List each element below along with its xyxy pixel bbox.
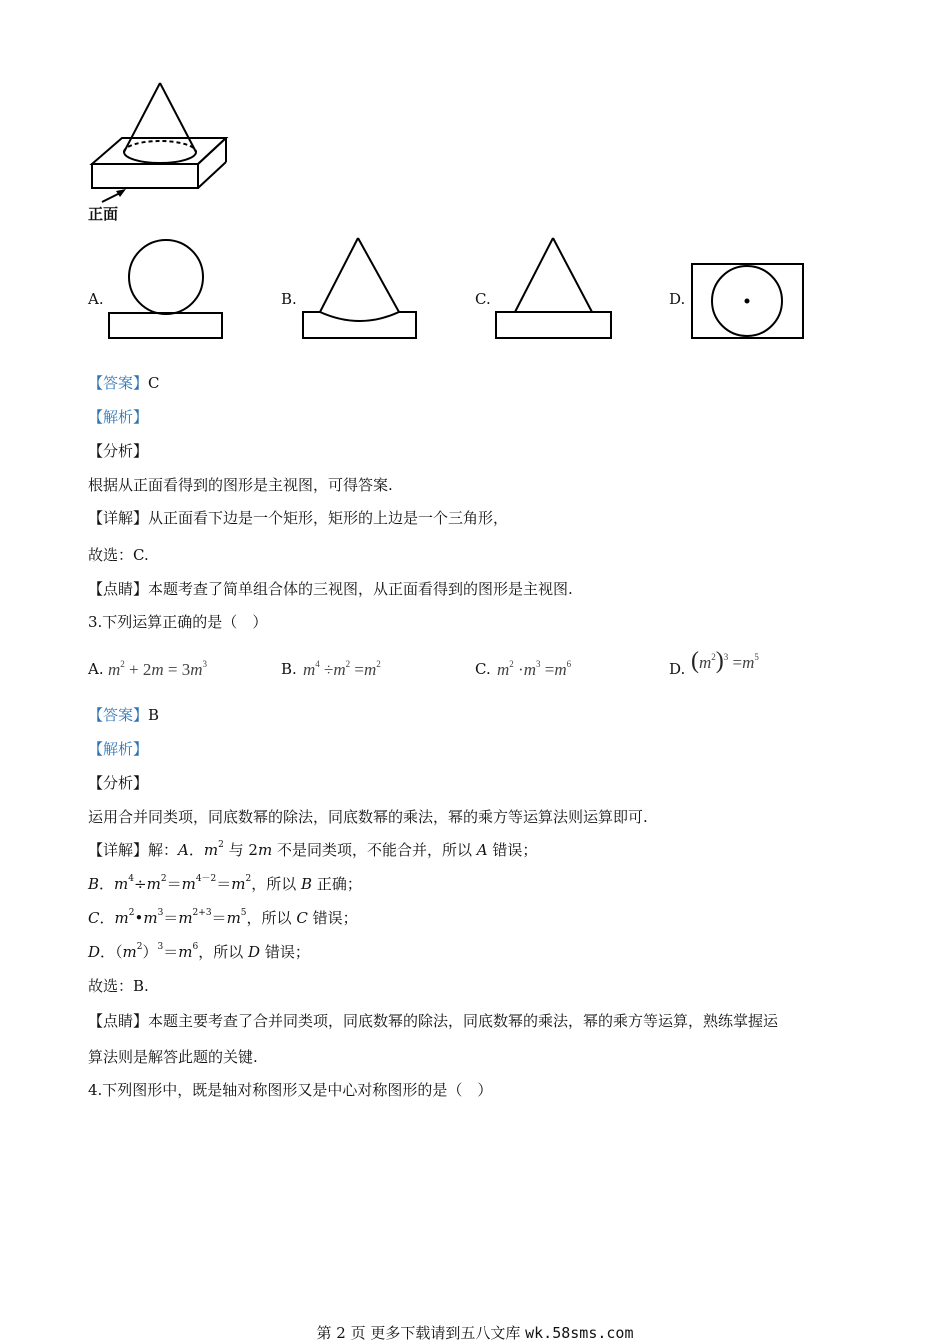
- q3-detail-b: B．$m^4\div m^2=m^{4-2}=m^2$，所以 B 正确；: [88, 874, 362, 893]
- dianjing-tag: 【点睛】: [88, 1012, 149, 1030]
- q2-analysis-tag: 【解析】: [88, 408, 149, 426]
- option-c-label: C.: [475, 290, 491, 308]
- q3-answer: [88, 705, 159, 725]
- cone-on-slab-figure: [88, 80, 248, 200]
- q2-dianjing: [88, 579, 573, 599]
- option-d-label: D.: [669, 290, 686, 308]
- q3-fenxi-tag: 【分析】: [88, 774, 149, 792]
- circle-on-rectangle-icon: [108, 238, 224, 340]
- dianjing-tag: 【点睛】: [88, 580, 149, 598]
- q3-option-b-label: B.: [281, 660, 297, 678]
- answer-tag: 【答案】: [88, 706, 149, 724]
- q3-option-b-formula: $m^4 \div m^2 =m^2$: [303, 659, 381, 679]
- q3-question: 3.下列运算正确的是（ ）: [88, 613, 268, 631]
- detail-tag: 【详解】: [88, 509, 149, 527]
- q3-choice: 故选：B.: [88, 977, 149, 995]
- q2-choice: 故选：C.: [88, 546, 149, 564]
- answer-value: C: [148, 374, 160, 392]
- q3-option-d-formula: $(m^2)^3 =m^5$: [691, 648, 759, 674]
- footer-text: 第 2 页 更多下载请到五八文库: [316, 1324, 526, 1342]
- q3-detail-a: 【详解】解：A．$m^2$ 与 2m 不是同类项，不能合并，所以 A 错误；: [88, 840, 538, 859]
- q3-dianjing: [88, 1011, 778, 1031]
- circle-in-rectangle-icon: [690, 262, 806, 340]
- triangle-on-rectangle-icon: [495, 236, 613, 340]
- dianjing-text: 本题主要考查了合并同类项，同底数幂的除法，同底数幂的乘法，幂的乘方等运算，熟练掌握运: [148, 1012, 779, 1030]
- sector-on-curved-block-icon: [302, 236, 418, 340]
- q3-analysis-tag: 【解析】: [88, 740, 149, 758]
- detail-text: 从正面看下边是一个矩形，矩形的上边是一个三角形，: [148, 509, 509, 527]
- front-view-label: 正面: [88, 205, 119, 223]
- q3-option-d-label: D.: [669, 660, 686, 678]
- q3-option-c-formula: $m^2 \cdot m^3 =m^6$: [497, 659, 572, 679]
- q3-option-a-label: A.: [88, 660, 104, 678]
- q4-question: 4.下列图形中，既是轴对称图形又是中心对称图形的是（ ）: [88, 1081, 493, 1099]
- q3-option-a-formula: $m^2 + 2m = 3m^3$: [108, 659, 208, 679]
- answer-value: B: [148, 706, 160, 724]
- answer-tag: 【答案】: [88, 374, 149, 392]
- q2-answer: [88, 373, 160, 393]
- q2-detail: [88, 508, 508, 528]
- page-footer: [0, 1322, 950, 1343]
- footer-site-link[interactable]: wk.58sms.com: [525, 1324, 634, 1342]
- option-a-label: A.: [88, 290, 104, 308]
- q3-dianjing-cont: 算法则是解答此题的关键.: [88, 1048, 258, 1066]
- q3-option-c-label: C.: [475, 660, 491, 678]
- q3-fenxi-text: 运用合并同类项，同底数幂的除法，同底数幂的乘法，幂的乘方等运算法则运算即可.: [88, 808, 648, 826]
- q2-fenxi-text: 根据从正面看得到的图形是主视图，可得答案.: [88, 476, 393, 494]
- option-b-label: B.: [281, 290, 297, 308]
- detail-tag: 【详解】: [88, 841, 149, 859]
- q3-detail-d: D．$(m^2)^3=m^6$，所以 D 错误；: [88, 942, 310, 961]
- q3-detail-c: C．$m^2•m^3=m^{2+3}=m^5$，所以 C 错误；: [88, 908, 358, 927]
- q2-fenxi-tag: 【分析】: [88, 442, 149, 460]
- dianjing-text: 本题考查了简单组合体的三视图，从正面看得到的图形是主视图.: [148, 580, 573, 598]
